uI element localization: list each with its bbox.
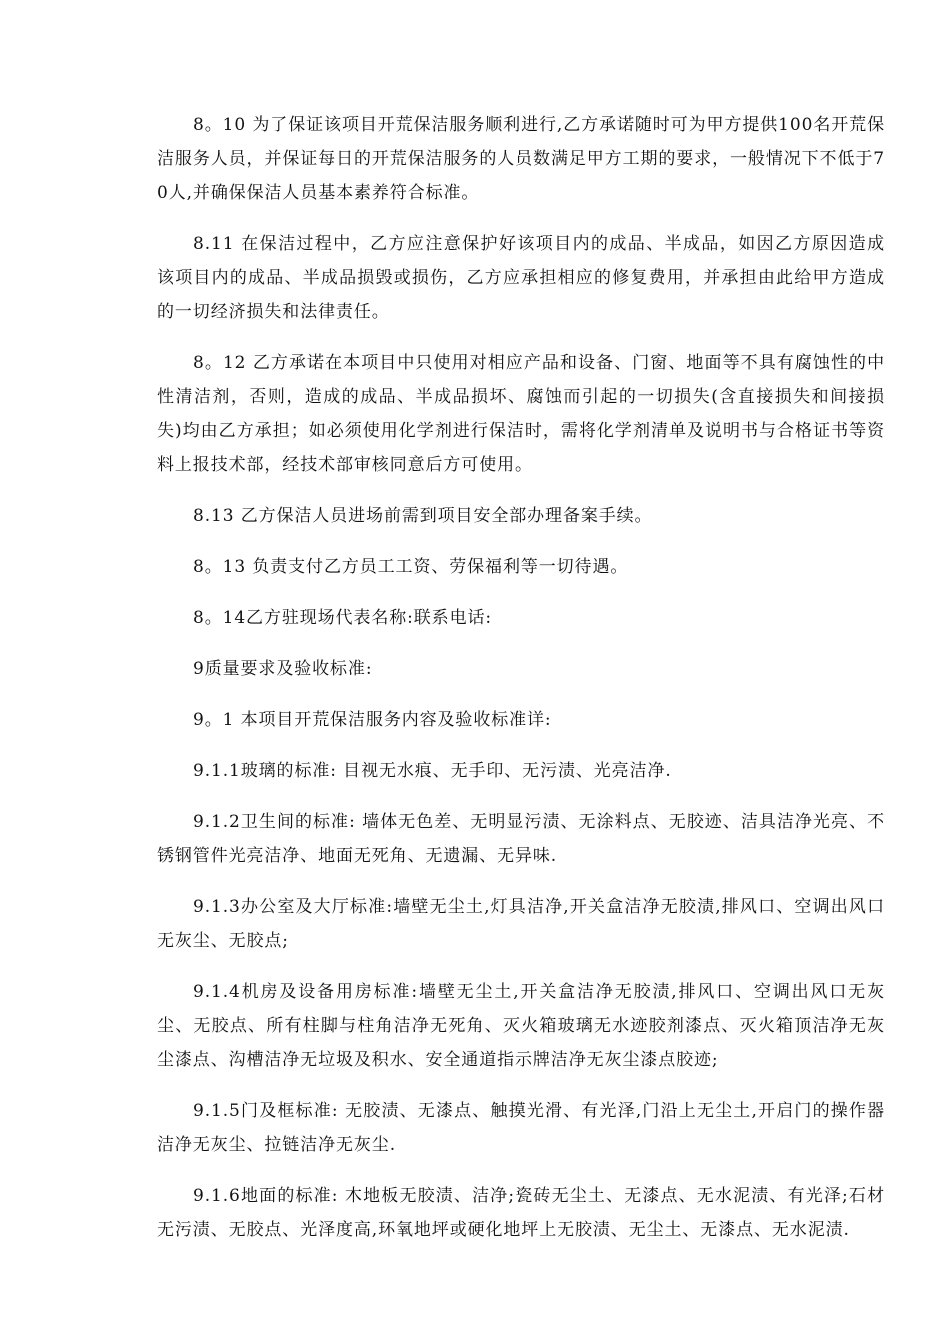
paragraph-9-1-4: 9.1.4机房及设备用房标准:墙壁无尘土,开关盒洁净无胶渍,排风口、空调出风口无灰尘、无胶点、所有柱脚与柱角洁净无死角、灭火箱玻璃无水迹胶剂漆点、灭火箱顶洁净无灰尘漆点、沟槽洁净无垃圾及积水、安全通道指示牌洁净无灰尘漆点胶迹; [157, 982, 885, 1070]
paragraph-8-12: 8。12 乙方承诺在本项目中只使用对相应产品和设备、门窗、地面等不具有腐蚀性的中性清洁剂，否则，造成的成品、半成品损坏、腐蚀而引起的一切损失(含直接损失和间接损失)均由乙方承担；如必须使用化学剂进行保洁时，需将化学剂清单及说明书与合格证书等资料上报技术部，经技术部审核同意后方可使用。 [157, 353, 885, 475]
paragraph-9-1-1: 9.1.1玻璃的标准: 目视无水痕、无手印、无污渍、光亮洁净. [193, 761, 672, 781]
paragraph-9-1-6: 9.1.6地面的标准: 木地板无胶渍、洁净;瓷砖无尘土、无漆点、无水泥渍、有光泽;石材无污渍、无胶点、光泽度高,环氧地坪或硬化地坪上无胶渍、无尘土、无漆点、无水泥渍. [157, 1186, 885, 1240]
document-body [157, 108, 885, 1264]
paragraph-9-1: 9。1 本项目开荒保洁服务内容及验收标准详: [193, 710, 552, 730]
paragraph-8-13-wages: 8。13 负责支付乙方员工工资、劳保福利等一切待遇。 [193, 557, 629, 577]
section-9-heading: 9质量要求及验收标准: [193, 659, 373, 679]
paragraph-9-1-3: 9.1.3办公室及大厅标准:墙壁无尘土,灯具洁净,开关盒洁净无胶渍,排风口、空调出风口无灰尘、无胶点; [157, 897, 885, 951]
paragraph-9-1-5: 9.1.5门及框标准: 无胶渍、无漆点、触摸光滑、有光泽,门沿上无尘土,开启门的操作器洁净无灰尘、拉链洁净无灰尘. [157, 1101, 885, 1155]
paragraph-8-11: 8.11 在保洁过程中，乙方应注意保护好该项目内的成品、半成品，如因乙方原因造成该项目内的成品、半成品损毁或损伤，乙方应承担相应的修复费用，并承担由此给甲方造成的一切经济损失和法律责任。 [157, 234, 885, 322]
paragraph-9-1-2: 9.1.2卫生间的标准: 墙体无色差、无明显污渍、无涂料点、无胶迹、洁具洁净光亮、不锈钢管件光亮洁净、地面无死角、无遗漏、无异味. [157, 812, 885, 866]
paragraph-8-10: 8。10 为了保证该项目开荒保洁服务顺利进行,乙方承诺随时可为甲方提供100名开荒保洁服务人员，并保证每日的开荒保洁服务的人员数满足甲方工期的要求，一般情况下不低于70人,并确保保洁人员基本素养符合标准。 [157, 115, 885, 203]
paragraph-8-13-registration: 8.13 乙方保洁人员进场前需到项目安全部办理备案手续。 [193, 506, 653, 526]
paragraph-8-14: 8。14乙方驻现场代表名称:联系电话: [193, 608, 493, 628]
